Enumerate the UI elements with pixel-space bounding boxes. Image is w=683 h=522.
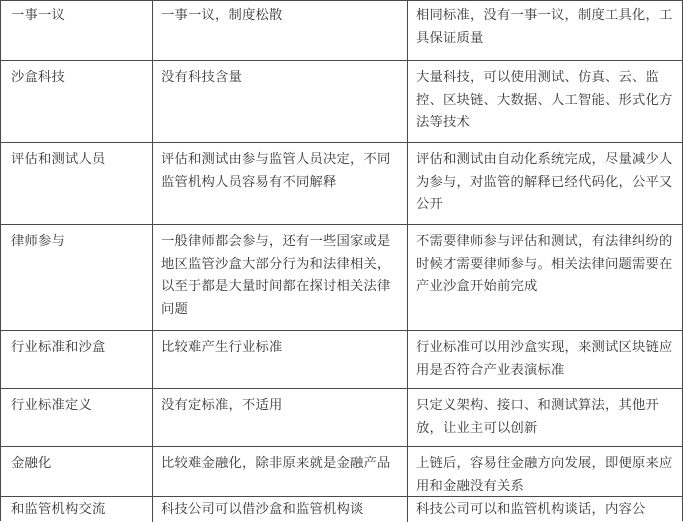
- traditional-cell: 比较难金融化，除非原来就是金融产品: [152, 447, 407, 497]
- traditional-cell: 评估和测试由参与监管人员决定，不同监管机构人员容易有不同解释: [152, 143, 407, 225]
- topic-cell: 评估和测试人员: [11, 152, 106, 167]
- technology-cell: 评估和测试由自动化系统完成，尽量减少人为参与，对监管的解释已经代码化，公平又公开: [407, 143, 683, 225]
- traditional-cell: 科技公司可以借沙盒和监管机构谈: [152, 497, 407, 522]
- table-row: [0, 142, 683, 224]
- table-row: [0, 330, 683, 388]
- technology-cell: 不需要律师参与评估和测试，有法律纠纷的时候才需要律师参与。相关法律问题需要在产业沙盒开始前完成: [407, 225, 683, 331]
- topic-cell: 沙盒科技: [11, 70, 65, 85]
- technology-cell: 相同标准，没有一事一议，制度工具化，工具保证质量: [407, 1, 683, 61]
- technology-cell: 行业标准可以用沙盒实现，来测试区块链应用是否符合产业表演标准: [407, 331, 683, 389]
- topic-cell: 一事一议: [11, 8, 65, 23]
- topic-cell: 行业标准和沙盒: [11, 340, 106, 355]
- topic-cell: 行业标准定义: [11, 398, 92, 413]
- traditional-cell: 一般律师都会参与，还有一些国家或是地区监管沙盒大部分行为和法律相关，以至于都是大量时间都在探讨相关法律问题: [152, 225, 407, 331]
- table-row: [0, 388, 683, 446]
- technology-cell: 大量科技，可以使用测试、仿真、云、监控、区块链、大数据、人工智能、形式化方法等技术: [407, 61, 683, 143]
- table-row: [0, 496, 683, 521]
- table-row: [0, 224, 683, 330]
- topic-cell: 和监管机构交流: [11, 502, 106, 517]
- table-row: [0, 446, 683, 496]
- traditional-cell: 比较难产生行业标准: [152, 331, 407, 389]
- topic-cell: 律师参与: [11, 234, 65, 249]
- technology-cell: 上链后，容易往金融方向发展，即便原来应用和金融没有关系: [407, 447, 683, 497]
- traditional-cell: 一事一议，制度松散: [152, 1, 407, 61]
- technology-cell: 科技公司可以和监管机构谈话，内容公: [407, 497, 683, 522]
- traditional-cell: 没有科技含量: [152, 61, 407, 143]
- traditional-cell: 没有定标准，不适用: [152, 389, 407, 447]
- technology-cell: 只定义架构、接口、和测试算法，其他开放，让业主可以创新: [407, 389, 683, 447]
- table-row: [0, 0, 683, 60]
- table-row: [0, 60, 683, 142]
- topic-cell: 金融化: [11, 456, 52, 471]
